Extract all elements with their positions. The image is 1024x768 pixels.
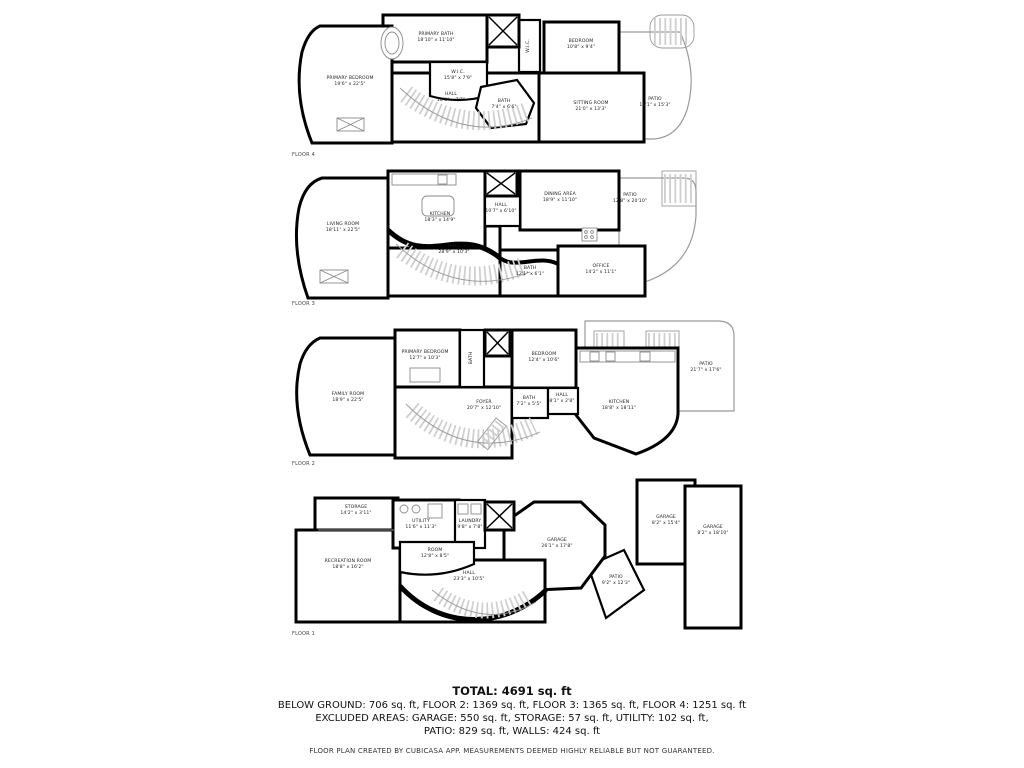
room-name: GARAGE (547, 537, 567, 543)
floor-3-drawing (288, 168, 708, 310)
elevator-icon (485, 330, 510, 356)
room-name: PRIMARY BEDROOM (401, 349, 449, 355)
room-name: ROOM (427, 547, 443, 553)
label-bedroom (528, 352, 559, 364)
room-dims: 18'10" x 11'10" (417, 38, 455, 43)
area-summary (0, 684, 1024, 755)
room-dims: 19'6" x 22'5" (334, 82, 366, 87)
total-area-text: TOTAL: 4691 sq. ft (452, 684, 572, 698)
room-dims: 12'1" x 6'1" (515, 272, 545, 277)
label-kitchen (602, 400, 636, 412)
label-living-room (326, 222, 360, 234)
room-name: PATIO (699, 361, 713, 367)
label-patio (602, 575, 630, 587)
bed-icon (410, 368, 440, 382)
label-bath (516, 266, 544, 278)
label-garage1 (652, 515, 680, 527)
floor-label: FLOOR 1 (292, 631, 315, 637)
label-hall2 (549, 393, 574, 405)
label-patio (690, 362, 721, 374)
room-dims: 9'8" x 7'8" (457, 525, 483, 530)
room-name: HALL (444, 91, 458, 97)
room-name: W.I.C. (525, 39, 531, 53)
elevator-icon (487, 15, 519, 47)
floor-1-plan (288, 478, 748, 640)
room-dims: 20'7" x 12'10" (466, 406, 502, 411)
room-name: GARAGE (703, 524, 723, 530)
label-garage-center (541, 538, 572, 550)
room-dims: 8'2" x 15'4" (651, 521, 681, 526)
closet-icon (320, 270, 348, 283)
bathtub-icon (381, 27, 403, 59)
room-name: KITCHEN (608, 399, 630, 405)
label-primary-bath (417, 32, 454, 44)
room-name: LAUNDRY (458, 518, 482, 524)
label-hall (453, 571, 484, 583)
label-primary-bedroom (326, 76, 373, 88)
room-dims: 18'9" x 11'10" (542, 198, 578, 203)
label-hall (437, 92, 465, 104)
label-bath (491, 99, 516, 111)
room-name: PRIMARY BEDROOM (326, 75, 374, 81)
label-primary-bedroom (401, 350, 448, 362)
room-dims: 10'7" x 6'10" (485, 209, 517, 214)
room-name: HALL (555, 392, 569, 398)
room-name: SITTING ROOM (573, 100, 609, 106)
label-patio (639, 97, 670, 109)
label-laundry (457, 519, 482, 531)
room-name: BATH (497, 98, 511, 104)
room-name: PATIO (609, 574, 623, 580)
room-name: FOYER (476, 399, 492, 405)
room-name: DINING AREA (544, 191, 576, 197)
floor-label: FLOOR 2 (292, 461, 315, 467)
room-name: LIVING ROOM (326, 221, 360, 227)
room-name: BATH (522, 395, 536, 401)
label-bedroom (567, 39, 595, 51)
label-room (421, 548, 449, 560)
excluded-areas-text: EXCLUDED AREAS: GARAGE: 550 sq. ft, STORAGE: 57 sq. ft, UTILITY: 102 sq. ft, (315, 713, 709, 724)
label-wic2 (526, 39, 532, 53)
floor-2-plan (288, 318, 738, 470)
label-patio (613, 193, 647, 205)
room-dims: 8'2" x 18'10" (697, 531, 729, 536)
floor-4-plan (288, 10, 708, 162)
label-kitchen (424, 212, 455, 224)
room-dims: 18'11" x 22'5" (325, 228, 361, 233)
room-dims: 18'8" x 7'7" (436, 98, 466, 103)
floor-areas-text: BELOW GROUND: 706 sq. ft, FLOOR 2: 1369 sq. ft, FLOOR 3: 1365 sq. ft, FLOOR 4: 1251 sq. ft (277, 700, 747, 711)
elevator-icon (485, 502, 514, 530)
room-name: BEDROOM (531, 351, 557, 357)
label-dining-area (543, 192, 577, 204)
room-dims: 18'8" x 16'2" (332, 565, 364, 570)
floor-label: FLOOR 3 (292, 301, 315, 307)
label-office (585, 264, 616, 276)
room-dims: 12'4" x 10'6" (528, 358, 560, 363)
room-dims: 7'4" x 6'6" (491, 105, 517, 110)
room-dims: 8'1" x 2'8" (549, 399, 575, 404)
room-dims: 10'8" x 9'4" (566, 45, 596, 50)
elevator-icon (485, 171, 517, 196)
label-recreation-room (325, 559, 372, 571)
room-name: FAMILY ROOM (331, 391, 365, 397)
room-dims: 28'9" x 10'3" (438, 250, 470, 255)
label-bath-v (469, 352, 475, 365)
garage-right2-outline (685, 486, 741, 628)
room-name: PATIO (623, 192, 637, 198)
label-bath2 (516, 396, 541, 408)
room-name: KITCHEN (429, 211, 451, 217)
closet-icon (337, 118, 364, 131)
room-name: HALL (447, 243, 461, 249)
recreation-room-outline (296, 530, 400, 622)
room-dims: 21'0" x 13'3" (575, 107, 607, 112)
label-family-room (332, 392, 364, 404)
room-dims: 18'8" x 18'11" (601, 406, 637, 411)
label-foyer (467, 400, 501, 412)
label-storage (340, 505, 371, 517)
label-hall (438, 244, 469, 256)
room-name: GARAGE (656, 514, 676, 520)
excluded-areas-text2: PATIO: 829 sq. ft, WALLS: 424 sq. ft (423, 726, 601, 737)
room-dims: 23'3" x 10'5" (453, 577, 485, 582)
room-dims: 12'8" x 8'5" (420, 554, 450, 559)
room-name: UTILITY (412, 518, 430, 524)
room-name: HALL (462, 570, 476, 576)
room-name: STORAGE (344, 504, 368, 510)
label-garage2 (697, 525, 728, 537)
room-name: PATIO (648, 96, 662, 102)
room-dims: 12'7" x 10'3" (409, 356, 441, 361)
room-dims: 18'3" x 14'9" (424, 218, 456, 223)
room-dims: 16'1" x 15'3" (639, 103, 671, 108)
label-utility (405, 519, 436, 531)
room-name: RECREATION ROOM (324, 558, 372, 564)
room-dims: 14'2" x 3'11" (340, 511, 372, 516)
disclaimer-text: FLOOR PLAN CREATED BY CUBICASA APP. MEASUREMENTS DEEMED HIGHLY RELIABLE BUT NOT GUARANTEED. (309, 747, 715, 755)
room-name: BATH (523, 265, 537, 271)
room-dims: 9'2" x 12'3" (601, 581, 631, 586)
room-dims: 14'2" x 11'1" (585, 270, 617, 275)
room-dims: 21'7" x 17'6" (690, 368, 722, 373)
stove-icon (582, 228, 597, 241)
label-hall-small (485, 203, 516, 215)
room-dims: 11'6" x 11'3" (405, 525, 437, 530)
room-name: PRIMARY BATH (418, 31, 454, 37)
room-name: OFFICE (592, 263, 610, 269)
floor-3-plan (288, 168, 708, 310)
room-dims: 7'2" x 5'5" (516, 402, 542, 407)
label-sitting-room (573, 101, 608, 113)
room-name: HALL (494, 202, 508, 208)
kitchen-counter-icon (580, 351, 675, 362)
room-name: BATH (468, 351, 474, 365)
floor-label: FLOOR 4 (292, 152, 315, 158)
room-name: BEDROOM (568, 38, 594, 44)
room-dims: 12'8" x 20'10" (612, 199, 648, 204)
room-dims: 18'9" x 22'5" (332, 398, 364, 403)
label-wic (444, 70, 472, 82)
room-dims: 26'1" x 17'8" (541, 544, 573, 549)
room-name: W.I.C. (451, 69, 465, 75)
room-dims: 15'8" x 7'9" (443, 76, 473, 81)
